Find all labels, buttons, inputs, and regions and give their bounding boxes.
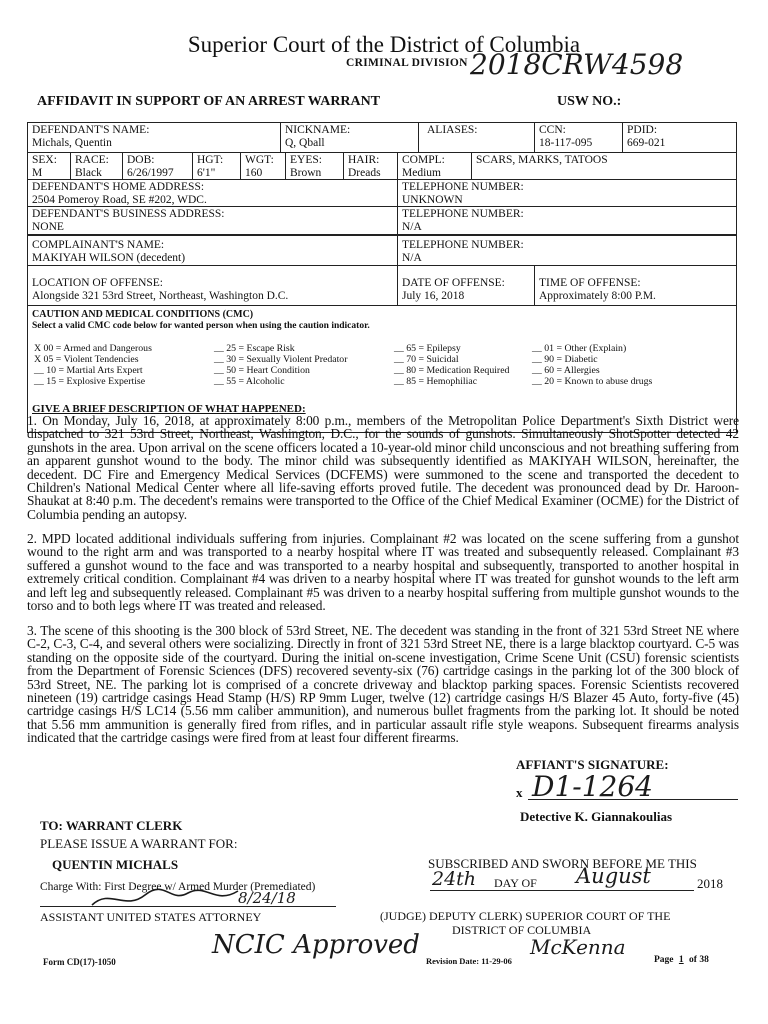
pdid: 669-021: [627, 136, 666, 149]
location-cell: [28, 266, 398, 306]
cmc-item: __ 70 = Suicidal: [394, 354, 459, 365]
assistant-us-attorney-label: ASSISTANT UNITED STATES ATTORNEY: [40, 910, 262, 924]
oath-date-line: [430, 890, 694, 891]
eyes: Brown: [290, 166, 322, 179]
date: July 16, 2018: [402, 289, 465, 302]
home-address: 2504 Pomeroy Road, SE #202, WDC.: [32, 193, 207, 206]
clerk-handwritten-name: McKenna: [530, 935, 626, 959]
weight-label: WGT:: [245, 154, 274, 166]
home-phone: UNKNOWN: [402, 193, 463, 206]
complexion-label: COMPL:: [402, 154, 445, 166]
defendant-name-label: DEFENDANT'S NAME:: [32, 124, 150, 136]
usw-number-label: USW NO.:: [557, 94, 622, 109]
home-phone-label: TELEPHONE NUMBER:: [402, 181, 524, 193]
ncic-approved-handwritten: NCIC Approved: [212, 930, 420, 960]
eyes-cell: [286, 153, 344, 180]
sex: M: [32, 166, 43, 179]
cmc-item: __ 55 = Alcoholic: [214, 376, 285, 387]
home-address-cell: [28, 180, 398, 207]
pdid-label: PDID:: [627, 124, 658, 136]
weight: 160: [245, 166, 263, 179]
height: 6'1": [197, 166, 216, 179]
time-cell: [535, 266, 736, 306]
pdid-cell: [623, 123, 736, 153]
affiant-signature-label: AFFIANT'S SIGNATURE:: [516, 757, 669, 772]
division-label: CRIMINAL DIVISION: [346, 57, 468, 69]
business-phone: N/A: [402, 220, 422, 233]
business-phone-cell: [398, 207, 736, 235]
page-number: 1: [678, 955, 684, 965]
business-address: NONE: [32, 220, 64, 233]
cmc-item: __ 90 = Diabetic: [532, 354, 598, 365]
cmc-item: __ 60 = Allergies: [532, 365, 600, 376]
complexion-cell: [398, 153, 472, 180]
revision-date: Revision Date: 11-29-06: [426, 956, 512, 966]
hair: Dreads: [348, 166, 381, 179]
cmc-item: __ 10 = Martial Arts Expert: [34, 365, 143, 376]
cmc-item: __ 20 = Known to abuse drugs: [532, 376, 653, 387]
court-title: Superior Court of the District of Columbia: [187, 32, 581, 57]
complainant-cell: [28, 235, 398, 266]
time-label: TIME OF OFFENSE:: [539, 277, 641, 289]
form-number: Form CD(17)-1050: [43, 957, 116, 967]
detective-name: Detective K. Giannakoulias: [520, 809, 673, 824]
hair-cell: [344, 153, 398, 180]
description-heading: GIVE A BRIEF DESCRIPTION OF WHAT HAPPENED:: [32, 403, 306, 415]
eyes-label: EYES:: [290, 154, 322, 166]
cmc-column-3: [394, 343, 509, 387]
defendant-name: Michals, Quentin: [32, 136, 112, 149]
aliases-cell: [419, 123, 535, 153]
height-cell: [193, 153, 241, 180]
warrant-defendant-name: QUENTIN MICHALS: [52, 857, 179, 872]
paragraph-1: 1. On Monday, July 16, 2018, at approximately 8:00 p.m., members of the Metropolitan Police Department's Sixth District were dispatched to 321 53rd Street, Northeast, Washington, D.C., for the sounds of gunshots. Simultaneously ShotSpotter detected 42 gunshots in the area. Upon arrival on the scene officers located a 10-year-old minor child unconscious and not breathing suffering from an apparent gunshot wound to the body. The minor child was subsequently identified as MAKIYAH WILSON, hereinafter, the decedent. DC Fire and Emergency Medical Services (DCFEMS) were summoned to the scene and transported the decedent to Children's National Medical Center where all life-saving efforts proved futile. The decedent was pronounced dead by Dr. Haroon-Shaukat at 8:40 p.m. The decedent's remains were transported to the Office of the Chief Medical Examiner (OCME) for the District of Columbia pending an autopsy.: [27, 413, 739, 522]
cmc-item: X 05 = Violent Tendencies: [34, 354, 139, 365]
ccn-cell: [535, 123, 623, 153]
handwritten-case-number: 2018CRW4598: [470, 48, 684, 81]
race-cell: [71, 153, 123, 180]
scars-cell: [472, 153, 736, 180]
cmc-item: __ 50 = Heart Condition: [214, 365, 310, 376]
cmc-column-1: [34, 343, 152, 387]
charge-line: Charge With: First Degree w/ Armed Murder (Premediated): [40, 881, 316, 893]
judge-deputy-clerk-label: (JUDGE) DEPUTY CLERK) SUPERIOR COURT OF THE: [380, 909, 671, 923]
location-label: LOCATION OF OFFENSE:: [32, 277, 163, 289]
handwritten-month: August: [576, 864, 651, 888]
defendant-info-form: [27, 122, 737, 433]
subscribed-sworn-line: SUBSCRIBED AND SWORN BEFORE ME THIS: [428, 856, 697, 871]
cmc-item: __ 30 = Sexually Violent Predator: [214, 354, 348, 365]
dob-cell: [123, 153, 193, 180]
hair-label: HAIR:: [348, 154, 380, 166]
date-label: DATE OF OFFENSE:: [402, 277, 505, 289]
complainant: MAKIYAH WILSON (decedent): [32, 251, 186, 264]
time: Approximately 8:00 P.M.: [539, 289, 656, 302]
handwritten-day: 24th: [432, 868, 477, 890]
district-of-columbia-label: DISTRICT OF COLUMBIA: [452, 923, 592, 937]
affidavit-title: AFFIDAVIT IN SUPPORT OF AN ARREST WARRANT: [37, 94, 381, 109]
nickname: Q, Qball: [285, 136, 325, 149]
nickname-cell: [281, 123, 419, 153]
cmc-subtitle: Select a valid CMC code below for wanted person when using the caution indicator.: [32, 321, 370, 331]
please-issue-warrant: PLEASE ISSUE A WARRANT FOR:: [40, 836, 238, 851]
nickname-label: NICKNAME:: [285, 124, 351, 136]
complainant-phone-label: TELEPHONE NUMBER:: [402, 239, 524, 251]
race-label: RACE:: [75, 154, 109, 166]
cmc-item: __ 85 = Hemophiliac: [394, 376, 478, 387]
cmc-item: __ 15 = Explosive Expertise: [34, 376, 146, 387]
paragraph-2: 2. MPD located additional individuals suffering from injuries. Complainant #2 was located on the scene suffering from a gunshot wound to the right arm and was transported to a nearby hospital where IT was treated and subsequently released. Complainant #3 suffered a gunshot wound to the face and was transported to a nearby hospital and subsequently, transported to another hospital in extremely critical condition. Complainant #4 was driven to a nearby hospital where IT was treated for gunshot wounds to the left arm and left leg and subsequently released. Complainant #5 was driven to a nearby hospital suffering from multiple gunshot wounds to the torso and to both legs where IT was treated and released.: [27, 531, 739, 614]
complainant-phone-cell: [398, 235, 736, 266]
affiant-handwritten-signature: D1-1264: [532, 770, 653, 803]
usa-date-handwritten: 8/24/18: [238, 889, 296, 907]
cmc-column-2: [214, 343, 347, 387]
location: Alongside 321 53rd Street, Northeast, Washington D.C.: [32, 289, 289, 302]
date-cell: [398, 266, 535, 306]
cmc-item: X 00 = Armed and Dangerous: [34, 343, 152, 354]
ccn: 18-117-095: [539, 136, 593, 149]
signature-x-mark: x: [516, 785, 523, 800]
page-prefix: Page: [654, 955, 674, 965]
ccn-label: CCN:: [539, 124, 566, 136]
sex-cell: [28, 153, 71, 180]
business-phone-label: TELEPHONE NUMBER:: [402, 208, 524, 220]
complainant-label: COMPLAINANT'S NAME:: [32, 239, 165, 251]
cmc-item: __ 25 = Escape Risk: [214, 343, 295, 354]
business-address-cell: [28, 207, 398, 235]
aliases-label: ALIASES:: [427, 124, 478, 136]
complexion: Medium: [402, 166, 441, 179]
scars-label: SCARS, MARKS, TATOOS: [476, 154, 608, 166]
to-warrant-clerk: TO: WARRANT CLERK: [40, 818, 183, 833]
home-address-label: DEFENDANT'S HOME ADDRESS:: [32, 181, 205, 193]
cmc-item: __ 01 = Other (Explain): [532, 343, 627, 354]
cmc-column-4: [532, 343, 652, 387]
race: Black: [75, 166, 102, 179]
business-address-label: DEFENDANT'S BUSINESS ADDRESS:: [32, 208, 225, 220]
height-label: HGT:: [197, 154, 224, 166]
dob: 6/26/1997: [127, 166, 174, 179]
cmc-item: __ 80 = Medication Required: [394, 365, 510, 376]
cmc-title: CAUTION AND MEDICAL CONDITIONS (CMC): [32, 309, 254, 320]
day-of-label: DAY OF: [494, 876, 537, 890]
page-total: of 38: [689, 955, 709, 965]
page-indicator: [654, 955, 709, 965]
cmc-item: __ 65 = Epilepsy: [394, 343, 461, 354]
defendant-name-cell: [28, 123, 281, 153]
dob-label: DOB:: [127, 154, 155, 166]
weight-cell: [241, 153, 286, 180]
oath-year: 2018: [697, 876, 723, 891]
home-phone-cell: [398, 180, 736, 207]
sex-label: SEX:: [32, 154, 57, 166]
complainant-phone: N/A: [402, 251, 422, 264]
usa-signature-line: [40, 906, 336, 907]
paragraph-3: 3. The scene of this shooting is the 300 block of 53rd Street, NE. The decedent was standing in the front of 321 53rd Street NE where C-2, C-3, C-4, and several others were socializing. Directly in front of 321 53rd Street NE, there is a large blacktop courtyard. C-5 was standing on the opposite side of the courtyard. During the initial on-scene investigation, Crime Scene Unit (CSU) forensic scientists from the Department of Forensic Sciences (DFS) recovered seventy-six (76) cartridge casings in the parking lot of the 300 block of 53rd Street, NE. The parking lot is comprised of a concrete driveway and blacktop parking spaces. Forensic Scientists recovered nineteen (19) cartridge casings Head Stamp (H/S) RP 9mm Luger, twelve (12) cartridge casings H/S Blazer 45 Auto, forty-five (45) cartridge casings H/S LC14 (5.56 mm caliber ammunition), and numerous bullet fragments from the parking lot. It should be noted that 5.56 mm ammunition is generally fired from rifles, and in particular assault rifle style weapons. Subsequent firearms analysis indicated that the cartridge casings were fired from at least four different firearms.: [27, 623, 739, 746]
